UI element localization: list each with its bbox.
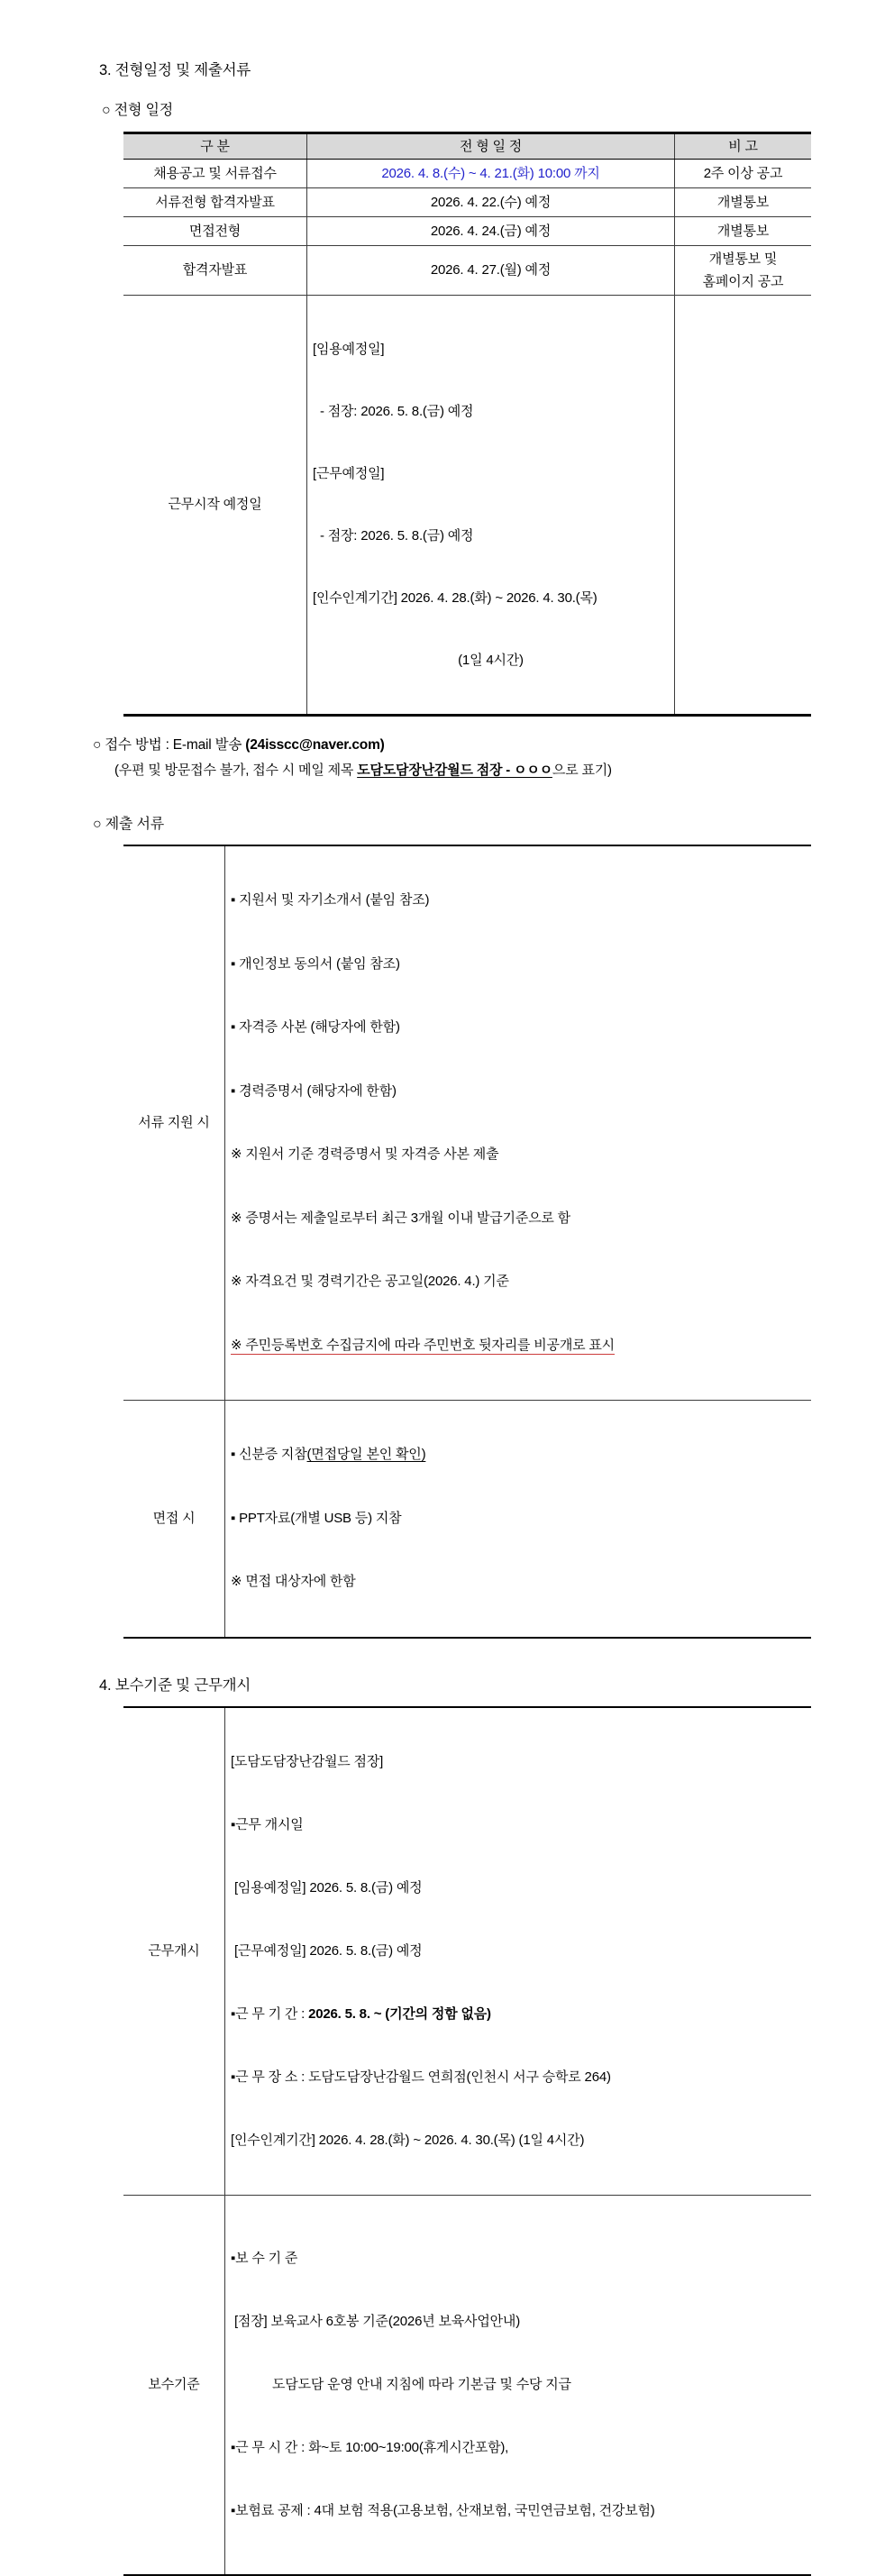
work-start-details xyxy=(225,1708,811,2195)
section3-title: 3. 전형일정 및 제출서류 xyxy=(99,62,251,78)
doc-item: ▪ 개인정보 동의서 (붙임 참조) xyxy=(231,955,400,972)
pay-line: [점장] 보육교사 6호봉 기준(2026년 보육사업안내) xyxy=(231,2313,521,2329)
row-label: 채용공고 및 서류접수 xyxy=(123,160,307,187)
row-label: 보수기준 xyxy=(123,2196,225,2574)
work-line: [임용예정일] 2026. 5. 8.(금) 예정 xyxy=(231,1879,423,1895)
red-underlined-text: ※ 주민등록번호 수집금지에 따라 주민번호 뒷자리를 비공개로 표시 xyxy=(231,1337,615,1353)
row-label: 근무시작 예정일 xyxy=(123,296,307,714)
pay-work-table xyxy=(123,1706,811,2576)
work-line: [도담도담장난감월드 점장] xyxy=(231,1753,384,1769)
row-note: 개별통보 xyxy=(716,194,770,210)
id-card-text: ▪ 신분증 지참 xyxy=(231,1447,307,1462)
work-period-line xyxy=(231,2003,806,2026)
method-text: ○ 접수 방법 : E-mail 발송 xyxy=(93,737,246,753)
documents-heading: ○ 제출 서류 xyxy=(93,817,164,832)
schedule-row-apply xyxy=(123,159,811,187)
row-note: 2주 이상 공고 xyxy=(703,165,783,181)
pay-standard-row xyxy=(123,2195,811,2574)
doc-item: ▪ 경력증명서 (해당자에 한함) xyxy=(231,1082,397,1099)
work-line: [인수인계기간] 2026. 4. 28.(화) ~ 2026. 4. 30.(목) (1일 4시간) xyxy=(231,2132,585,2148)
pay-standard-details xyxy=(225,2196,811,2574)
work-line: [근무예정일] 2026. 5. 8.(금) 예정 xyxy=(231,1942,423,1959)
schedule-row-interview xyxy=(123,216,811,245)
schedule-heading: ○ 전형 일정 xyxy=(102,103,173,118)
row-note-empty xyxy=(675,296,811,714)
apply-items xyxy=(225,846,811,1400)
doc-note: ※ 지원서 기준 경력증명서 및 자격증 사본 제출 xyxy=(231,1146,499,1162)
method-email: (24isscc@naver.com) xyxy=(245,737,385,753)
row-schedule: 2026. 4. 24.(금) 예정 xyxy=(307,217,675,245)
row-label: 면접 시 xyxy=(123,1401,225,1637)
detail-line: [임용예정일] xyxy=(313,342,385,357)
row-label: 서류 지원 시 xyxy=(123,846,225,1400)
row-label: 면접전형 xyxy=(123,217,307,245)
doc-note: ※ 자격요건 및 경력기간은 공고일(2026. 4.) 기준 xyxy=(231,1274,509,1289)
schedule-row-final-result xyxy=(123,245,811,295)
schedule-row-work-start xyxy=(123,295,811,714)
row-schedule: 2026. 4. 22.(수) 예정 xyxy=(307,188,675,216)
doc-item xyxy=(231,1443,806,1467)
section4-title: 4. 보수기준 및 근무개시 xyxy=(99,1676,251,1694)
work-period-label: ▪근 무 기 간 : xyxy=(231,2005,309,2022)
row-label: 근무개시 xyxy=(123,1708,225,2195)
mail-subject-format: 도담도담장난감월드 점장 - ㅇㅇㅇ xyxy=(357,763,552,778)
row-note: 개별통보 xyxy=(716,223,770,239)
detail-line: [근무예정일] xyxy=(313,466,385,481)
header-note: 비 고 xyxy=(728,138,758,154)
detail-line: - 점장: 2026. 5. 8.(금) 예정 xyxy=(313,404,474,419)
row-label: 서류전형 합격자발표 xyxy=(123,188,307,216)
method-note-line xyxy=(114,760,894,779)
method-note-text: (우편 및 방문접수 불가, 접수 시 메일 제목 xyxy=(114,763,358,778)
method-line xyxy=(93,734,894,754)
row-schedule-details xyxy=(307,296,675,714)
documents-row-interview xyxy=(123,1400,811,1637)
documents-row-apply xyxy=(123,846,811,1400)
detail-line: [인수인계기간] 2026. 4. 28.(화) ~ 2026. 4. 30.(목) xyxy=(313,590,598,606)
detail-line: (1일 4시간) xyxy=(458,653,524,668)
work-period-value: 2026. 5. 8. ~ (기간의 정함 없음) xyxy=(308,2005,491,2022)
id-card-underline: (면접당일 본인 확인) xyxy=(306,1447,426,1462)
doc-note: ※ 면접 대상자에 한함 xyxy=(231,1574,356,1589)
pay-line: ▪보 수 기 준 xyxy=(231,2250,298,2266)
pay-line: ▪근 무 시 간 : 화~토 10:00~19:00(휴게시간포함), xyxy=(231,2439,509,2455)
schedule-row-doc-result xyxy=(123,187,811,216)
doc-item: ▪ PPT자료(개별 USB 등) 지참 xyxy=(231,1510,402,1526)
documents-table xyxy=(123,845,811,1639)
schedule-table-header-row xyxy=(123,134,811,159)
doc-item: ▪ 자격증 사본 (해당자에 한함) xyxy=(231,1019,400,1035)
row-note xyxy=(675,246,811,295)
document-page xyxy=(0,58,894,2518)
pay-line: ▪보험료 공제 : 4대 보험 적용(고용보험, 산재보험, 국민연금보험, 건강보험) xyxy=(231,2502,655,2518)
work-start-row xyxy=(123,1708,811,2195)
doc-note: ※ 증명서는 제출일로부터 최근 3개월 이내 발급기준으로 함 xyxy=(231,1210,570,1226)
work-line: ▪근무 개시일 xyxy=(231,1816,304,1832)
note-line-2: 홈페이지 공고 xyxy=(702,274,784,289)
method-note-suffix: 으로 표기) xyxy=(552,763,612,778)
doc-item: ▪ 지원서 및 자기소개서 (붙임 참조) xyxy=(231,892,430,908)
row-schedule: 2026. 4. 8.(수) ~ 4. 21.(화) 10:00 까지 xyxy=(307,160,675,187)
header-schedule: 전 형 일 정 xyxy=(307,134,675,159)
doc-note-privacy xyxy=(231,1334,806,1358)
header-category: 구 분 xyxy=(123,134,307,159)
row-label: 합격자발표 xyxy=(123,246,307,295)
row-schedule: 2026. 4. 27.(월) 예정 xyxy=(307,246,675,295)
pay-line: 도담도담 운영 안내 지침에 따라 기본급 및 수당 지급 xyxy=(272,2376,571,2392)
interview-items xyxy=(225,1401,811,1637)
schedule-table xyxy=(123,132,811,717)
detail-line: - 점장: 2026. 5. 8.(금) 예정 xyxy=(313,528,474,544)
note-line-1: 개별통보 및 xyxy=(708,251,778,267)
work-line: ▪근 무 장 소 : 도담도담장난감월드 연희점(인천시 서구 승학로 264) xyxy=(231,2069,611,2085)
